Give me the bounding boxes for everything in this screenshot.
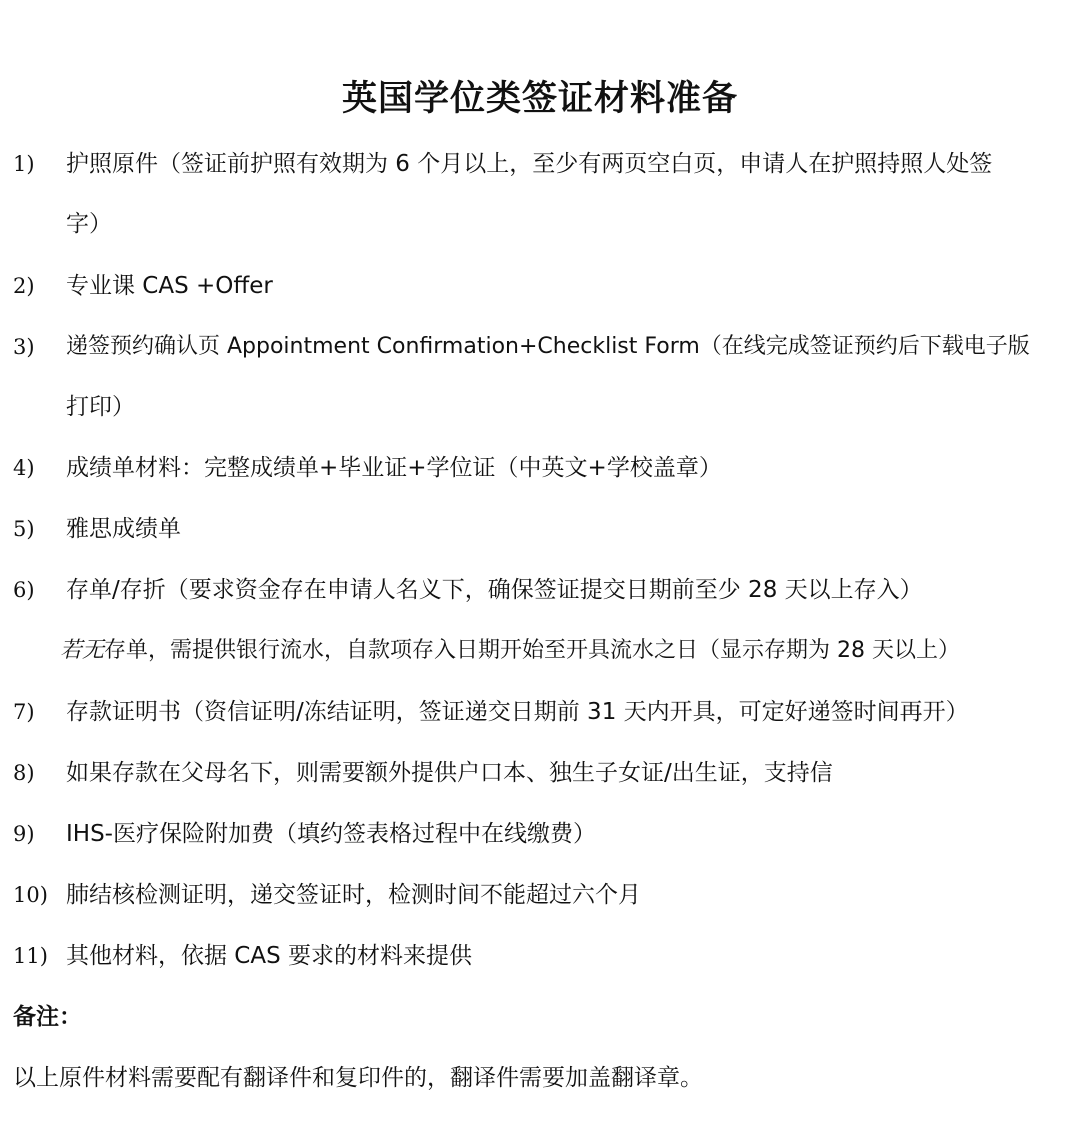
item-text: 存款证明书（资信证明/冻结证明，签证递交日期前 31 天内开具，可定好递签时间再开） xyxy=(66,699,969,725)
item-number: 6) xyxy=(13,578,35,602)
remark-body xyxy=(0,1058,1080,1098)
list-item xyxy=(0,509,1080,549)
sub-note-body: 存单，需提供银行流水，自款项存入日期开始至开具流水之日（显示存期为 28 天以上） xyxy=(104,638,960,663)
list-item xyxy=(0,327,1080,367)
item-text: 递签预约确认页 Appointment Confirmation+Checklist Form（在线完成签证预约后下载电子版 xyxy=(66,334,1030,359)
list-item xyxy=(0,753,1080,793)
sub-note xyxy=(0,631,1080,671)
item-number: 7) xyxy=(13,700,35,724)
item-text: IHS-医疗保险附加费（填约签表格过程中在线缴费） xyxy=(66,821,596,847)
list-item xyxy=(0,814,1080,854)
item-number: 11) xyxy=(13,944,48,968)
list-item xyxy=(0,144,1080,184)
item-number: 1) xyxy=(13,152,35,176)
item-text: 如果存款在父母名下，则需要额外提供户口本、独生子女证/出生证，支持信 xyxy=(66,760,833,786)
list-item-continuation xyxy=(0,204,1080,244)
page-title: 英国学位类签证材料准备 xyxy=(341,79,738,119)
list-item xyxy=(0,570,1080,610)
sub-note-emphasis: 若无 xyxy=(60,638,105,663)
item-number: 4) xyxy=(13,456,35,480)
item-number: 5) xyxy=(13,517,35,541)
list-item xyxy=(0,936,1080,976)
item-text: 存单/存折（要求资金存在申请人名义下，确保签证提交日期前至少 28 天以上存入） xyxy=(66,577,923,603)
item-number: 2) xyxy=(13,274,35,298)
item-text: 其他材料，依据 CAS 要求的材料来提供 xyxy=(66,943,473,969)
item-number: 8) xyxy=(13,761,35,785)
remark-heading xyxy=(0,997,1080,1037)
list-item xyxy=(0,692,1080,732)
item-text-continuation: 字） xyxy=(66,211,112,237)
list-item xyxy=(0,266,1080,306)
item-text: 专业课 CAS +Offer xyxy=(66,273,273,299)
list-item xyxy=(0,875,1080,915)
item-number: 9) xyxy=(13,822,35,846)
item-number: 3) xyxy=(13,335,35,359)
item-text: 护照原件（签证前护照有效期为 6 个月以上，至少有两页空白页，申请人在护照持照人处签 xyxy=(66,151,993,177)
list-item-continuation xyxy=(0,387,1080,427)
item-text: 雅思成绩单 xyxy=(66,516,181,542)
remark-text: 以上原件材料需要配有翻译件和复印件的，翻译件需要加盖翻译章。 xyxy=(13,1065,703,1091)
list-item xyxy=(0,448,1080,488)
remark-label: 备注： xyxy=(13,1004,82,1030)
item-text: 成绩单材料：完整成绩单+毕业证+学位证（中英文+学校盖章） xyxy=(66,455,722,481)
item-text: 肺结核检测证明，递交签证时，检测时间不能超过六个月 xyxy=(66,882,641,908)
sub-note-text xyxy=(60,631,960,671)
item-text-continuation: 打印） xyxy=(66,394,135,420)
item-number: 10) xyxy=(13,883,48,907)
